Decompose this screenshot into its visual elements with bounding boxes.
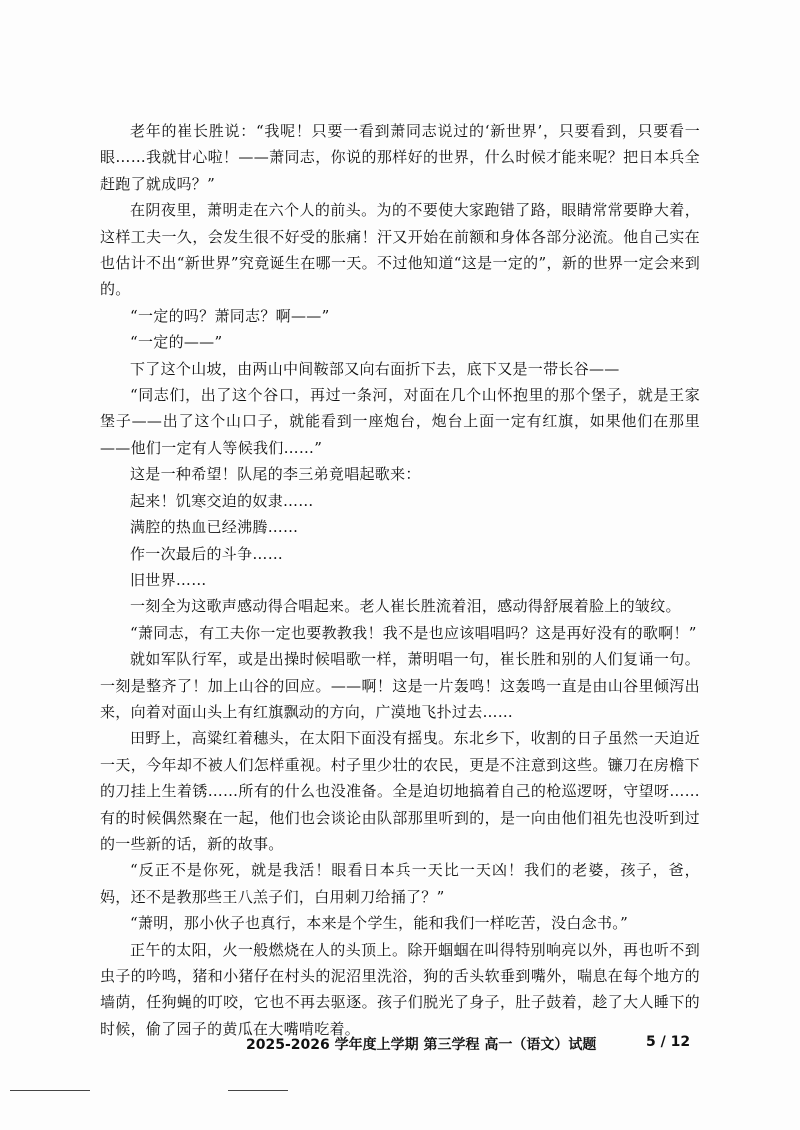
- song-line: 起来！饥寒交迫的奴隶……: [130, 491, 314, 510]
- paragraph: “同志们，出了这个谷口，再过一条河，对面在几个山怀抱里的那个堡子，就是王家堡子——出了这个山口子，就能看到一座炮台，炮台上面一定有红旗，如果他们在那里——他们一定有人等候我们……”: [100, 386, 700, 457]
- paragraph: “萧同志，有工夫你一定也要教教我！我不是也应该唱唱吗？这是再好没有的歌啊！”: [130, 623, 697, 642]
- paragraph: 在阴夜里，萧明走在六个人的前头。为的不要使大家跑错了路，眼睛常常要睁大着，这样工夫一久，会发生很不好受的胀痛！汗又开始在前额和身体各部分泌流。他自己实在也估计不出“新世界”究竟诞生在哪一天。不过他知道“这是一定的”，新的世界一定会来到的。: [100, 201, 700, 299]
- paragraph: “萧明，那小伙子也真行，本来是个学生，能和我们一样吃苦，没白念书。”: [130, 914, 629, 933]
- page-footer: [0, 1034, 800, 1058]
- paragraph: “一定的吗？萧同志？啊——”: [130, 306, 330, 325]
- paragraph: “反正不是你死，就是我活！眼看日本兵一天比一天凶！我们的老婆，孩子，爸，妈，还不是教那些王八羔子们，白用刺刀给捅了？”: [100, 861, 700, 906]
- paragraph: 田野上，高粱红着穗头，在太阳下面没有摇曳。东北乡下，收割的日子虽然一天迫近一天，今年却不被人们怎样重视。村子里少壮的农民，更是不注意到这些。镰刀在房檐下的刀挂上生着锈……所有的什么也没准备。全是迫切地搞着自己的枪巡逻呀，守望呀……有的时候偶然聚在一起，他们也会谈论由队部那里听到的，是一向由他们祖先也没听到过的一些新的话，新的故事。: [100, 729, 700, 853]
- paragraph: 正午的太阳，火一般燃烧在人的头顶上。除开蝈蝈在叫得特别响亮以外，再也听不到虫子的吟鸣，猪和小猪仔在村头的泥沼里洗浴，狗的舌头软垂到嘴外，喘息在每个地方的墙荫，任狗蝇的叮咬，它也不再去驱逐。孩子们脱光了身子，肚子鼓着，趁了大人睡下的时候，偷了园子的黄瓜在大嘴啃吃着。: [100, 940, 700, 1038]
- exam-title: 2025-2026 学年度上学期 第三学程 高一（语文）试题: [246, 1037, 597, 1053]
- paragraph: 一刻全为这歌声感动得合唱起来。老人崔长胜流着泪，感动得舒展着脸上的皱纹。: [130, 597, 681, 616]
- paragraph: 就如军队行军，或是出操时候唱歌一样，萧明唱一句，崔长胜和别的人们复诵一句。一刻是整齐了！加上山谷的回应。——啊！这是一片轰鸣！这轰鸣一直是由山谷里倾泻出来，向着对面山头上有红旗飘动的方向，广漠地飞扑过去……: [100, 650, 700, 721]
- song-line: 满腔的热血已经沸腾……: [130, 518, 299, 537]
- song-line: 旧世界……: [130, 570, 207, 589]
- paragraph: 这是一种希望！队尾的李三弟竟唱起歌来：: [130, 465, 421, 484]
- scan-artifact-line: [10, 1090, 90, 1091]
- paragraph: 下了这个山坡，由两山中间鞍部又向右面折下去，底下又是一带长谷——: [130, 359, 620, 378]
- scan-artifact-line: [228, 1090, 288, 1091]
- paragraph: 老年的崔长胜说：“我呢！只要一看到萧同志说过的‘新世界’，只要看到，只要看一眼……我就甘心啦！——萧同志，你说的那样好的世界，什么时候才能来呢？把日本兵全赶跑了就成吗？”: [100, 122, 700, 193]
- paragraph: “一定的——”: [130, 333, 223, 352]
- reading-passage: [100, 118, 700, 1042]
- song-line: 作一次最后的斗争……: [130, 544, 284, 563]
- page-number: 5 / 12: [646, 1034, 691, 1050]
